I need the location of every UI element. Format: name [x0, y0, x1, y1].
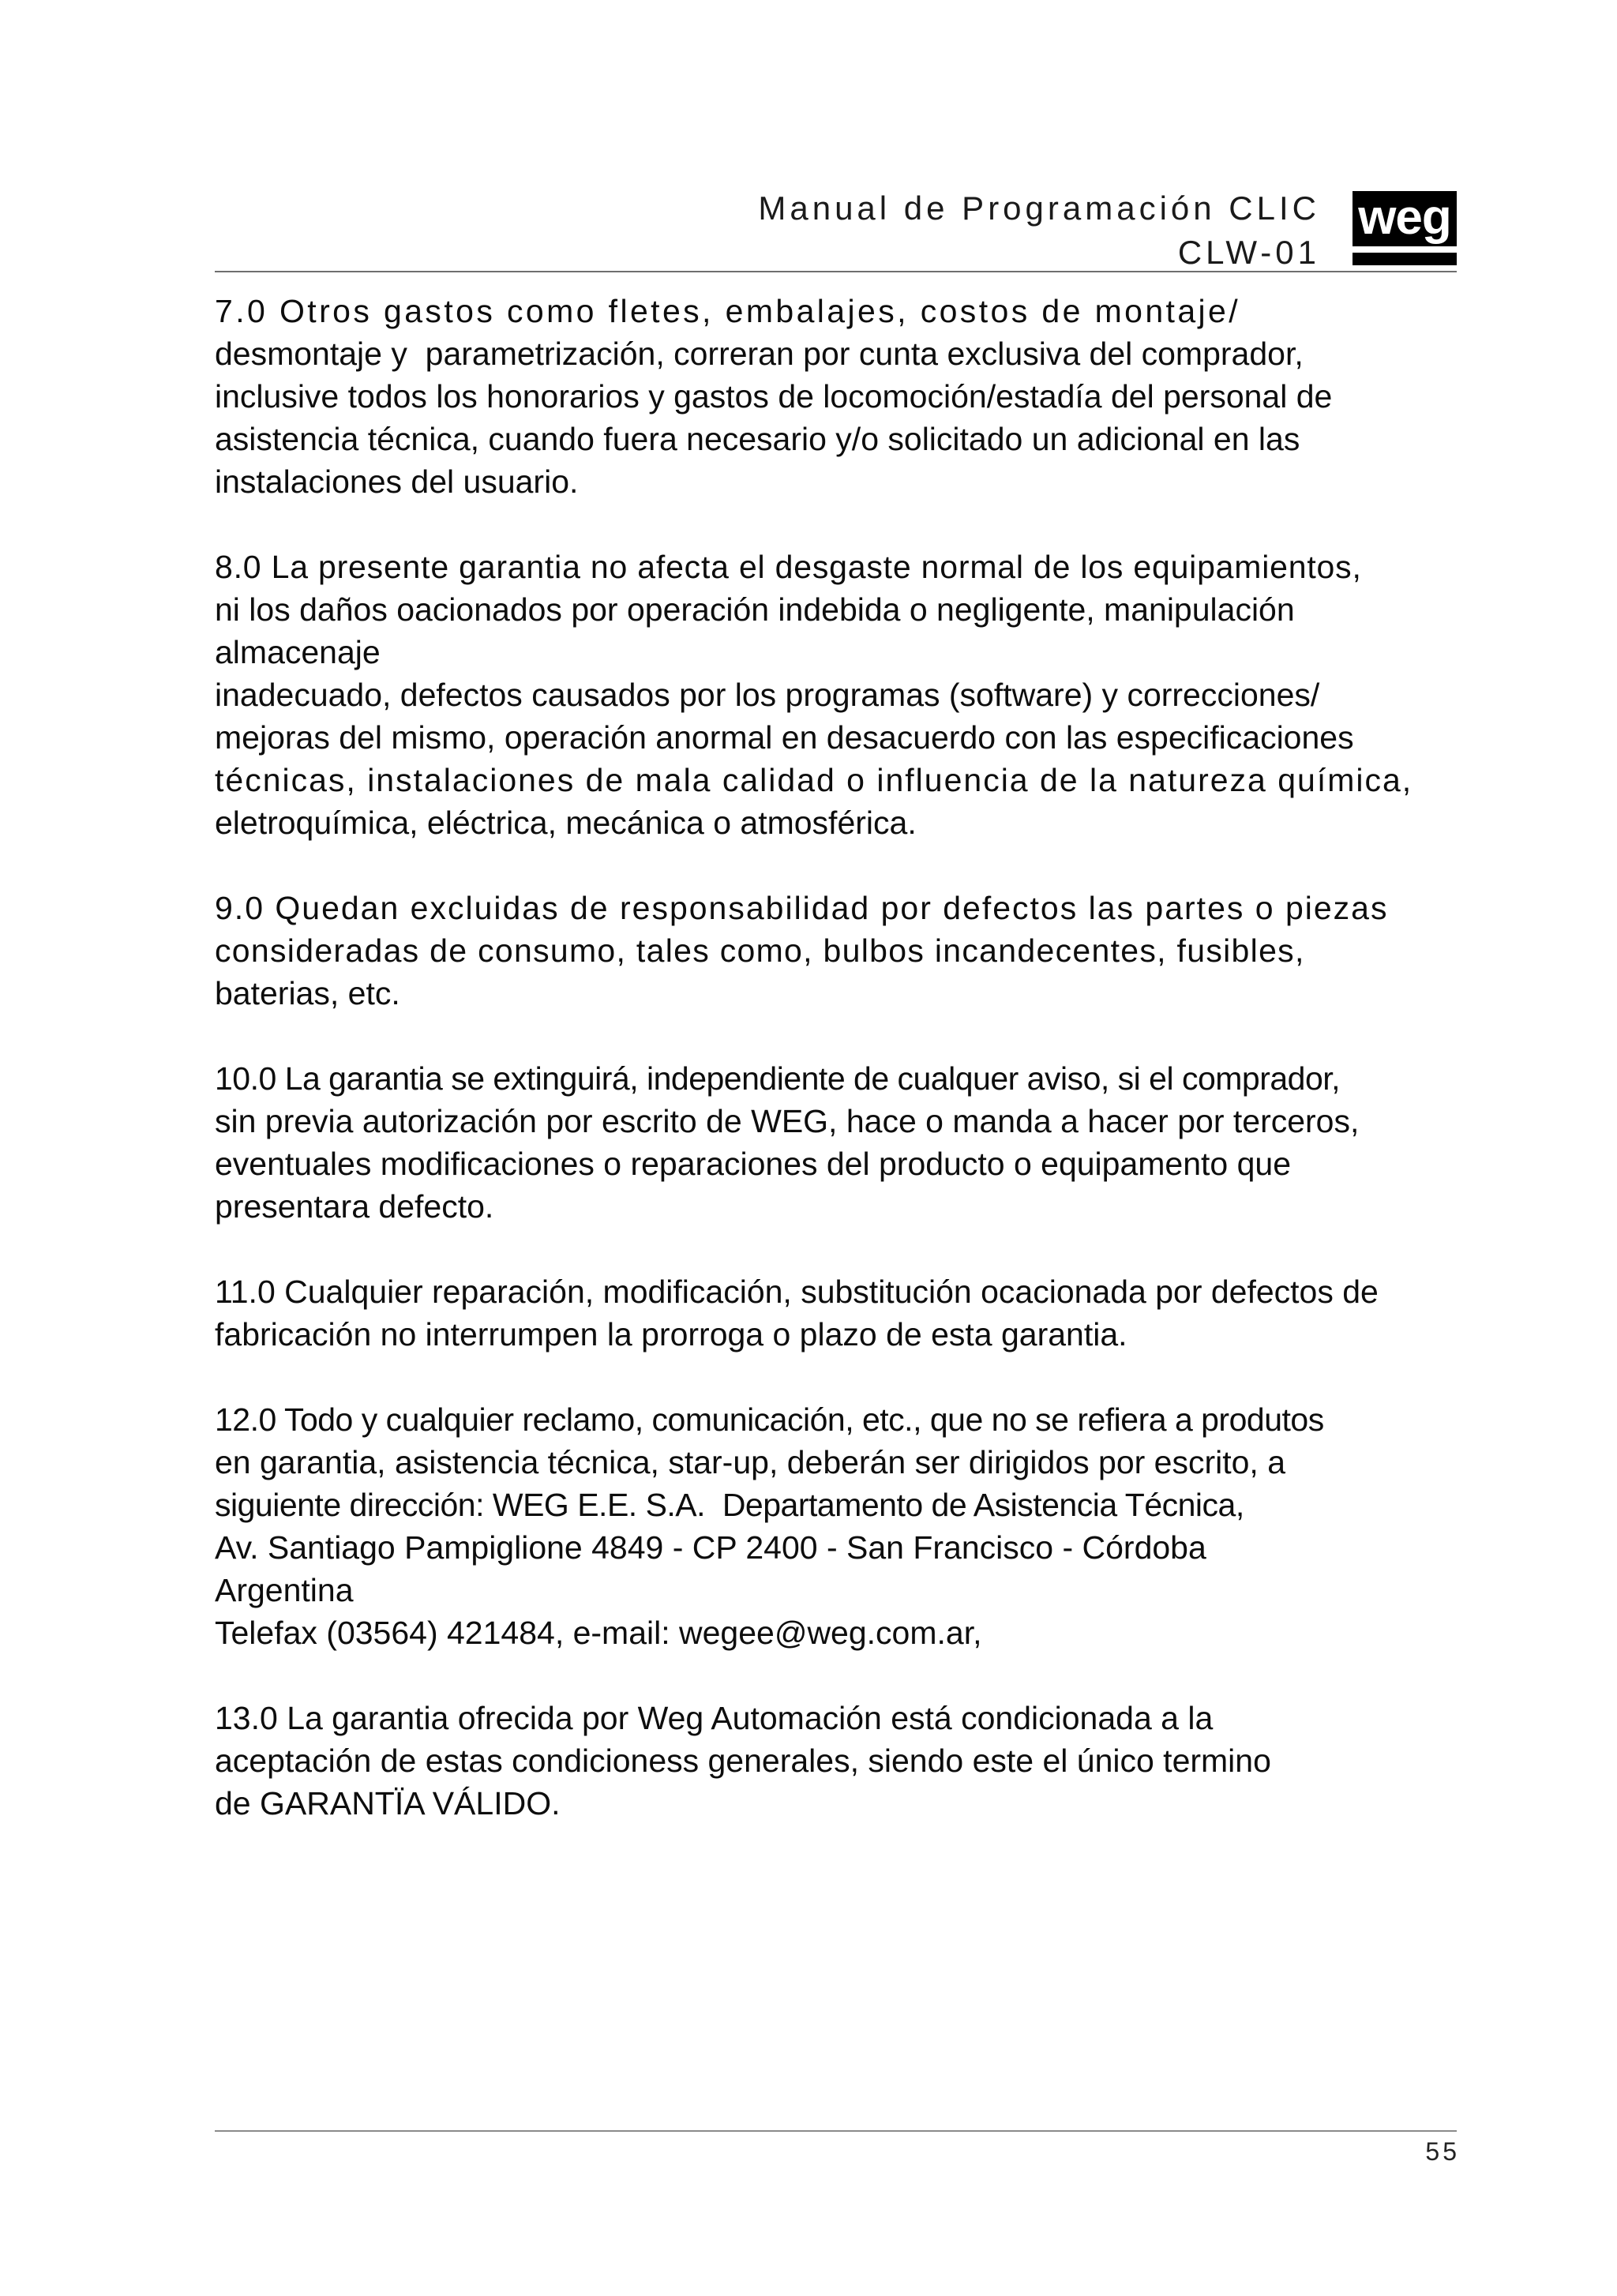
page-number: 55: [1425, 2137, 1460, 2166]
warranty-clauses: [215, 290, 1413, 1825]
clause-line: asistencia técnica, cuando fuera necesario y/o solicitado un adicional en las: [215, 421, 1300, 457]
clause-line: presentara defecto.: [215, 1188, 494, 1225]
clause-line: desmontaje y parametrización, correran por cunta exclusiva del comprador,: [215, 336, 1304, 372]
clause-line: eventuales modificaciones o reparaciones del producto o equipamento que: [215, 1146, 1292, 1182]
clause-line: inadecuado, defectos causados por los programas (software) y correcciones/: [215, 677, 1320, 713]
clause-line: instalaciones del usuario.: [215, 463, 579, 500]
clause-line: ni los daños oacionados por operación indebida o negligente, manipulación: [215, 591, 1295, 628]
clause-line: eletroquímica, eléctrica, mecánica o atmosférica.: [215, 805, 917, 841]
clause-line: de GARANTÏA VÁLIDO.: [215, 1785, 561, 1821]
clause-line: técnicas, instalaciones de mala calidad o influencia de la natureza química,: [215, 762, 1413, 798]
clause-line: 11.0 Cualquier reparación, modificación, substitución ocacionada por defectos de: [215, 1274, 1379, 1310]
clause-8: [215, 546, 1413, 844]
clause-line: almacenaje: [215, 634, 381, 670]
clause-11: [215, 1270, 1413, 1356]
clause-line: 12.0 Todo y cualquier reclamo, comunicación, etc., que no se refiera a produtos: [215, 1401, 1324, 1438]
clause-9: [215, 887, 1413, 1015]
clause-line: mejoras del mismo, operación anormal en desacuerdo con las especificaciones: [215, 719, 1354, 756]
clause-12: [215, 1398, 1413, 1654]
clause-10: [215, 1057, 1413, 1228]
clause-line: inclusive todos los honorarios y gastos de locomoción/estadía del personal de: [215, 378, 1333, 415]
clause-line: sin previa autorización por escrito de WEG, hace o manda a hacer por terceros,: [215, 1103, 1360, 1139]
clause-line: aceptación de estas condicioness generales, siendo este el único termino: [215, 1743, 1271, 1779]
clause-13: [215, 1697, 1413, 1825]
page-header: [758, 186, 1320, 275]
clause-7: [215, 290, 1413, 503]
manual-title: Manual de Programación CLIC: [758, 189, 1320, 227]
clause-line: Av. Santiago Pampiglione 4849 - CP 2400 - San Francisco - Córdoba: [215, 1529, 1206, 1566]
clause-line: consideradas de consumo, tales como, bulbos incandecentes, fusibles,: [215, 932, 1305, 969]
clause-line: en garantia, asistencia técnica, star-up, deberán ser dirigidos por escrito, a: [215, 1444, 1286, 1480]
footer-divider: [215, 2130, 1457, 2132]
clause-line: siguiente dirección: WEG E.E. S.A. Departamento de Asistencia Técnica,: [215, 1487, 1244, 1523]
logo-lettering: weg: [1358, 191, 1451, 245]
clause-line: 13.0 La garantia ofrecida por Weg Automación está condicionada a la: [215, 1700, 1214, 1736]
clause-line: baterias, etc.: [215, 975, 400, 1011]
clause-line: 7.0 Otros gastos como fletes, embalajes, costos de montaje/: [215, 293, 1241, 329]
clause-line: Argentina: [215, 1572, 354, 1608]
clause-line: fabricación no interrumpen la prorroga o plazo de esta garantia.: [215, 1316, 1127, 1352]
header-divider: [215, 271, 1457, 272]
clause-line: Telefax (03564) 421484, e-mail: wegee@weg.com.ar,: [215, 1615, 982, 1651]
model-name: CLW-01: [1177, 234, 1320, 271]
clause-line: 8.0 La presente garantia no afecta el desgaste normal de los equipamientos,: [215, 549, 1362, 585]
clause-line: 9.0 Quedan excluidas de responsabilidad por defectos las partes o piezas: [215, 890, 1389, 926]
clause-line: 10.0 La garantia se extinguirá, independiente de cualquer aviso, si el comprador,: [215, 1060, 1341, 1097]
weg-logo: [1353, 191, 1457, 268]
